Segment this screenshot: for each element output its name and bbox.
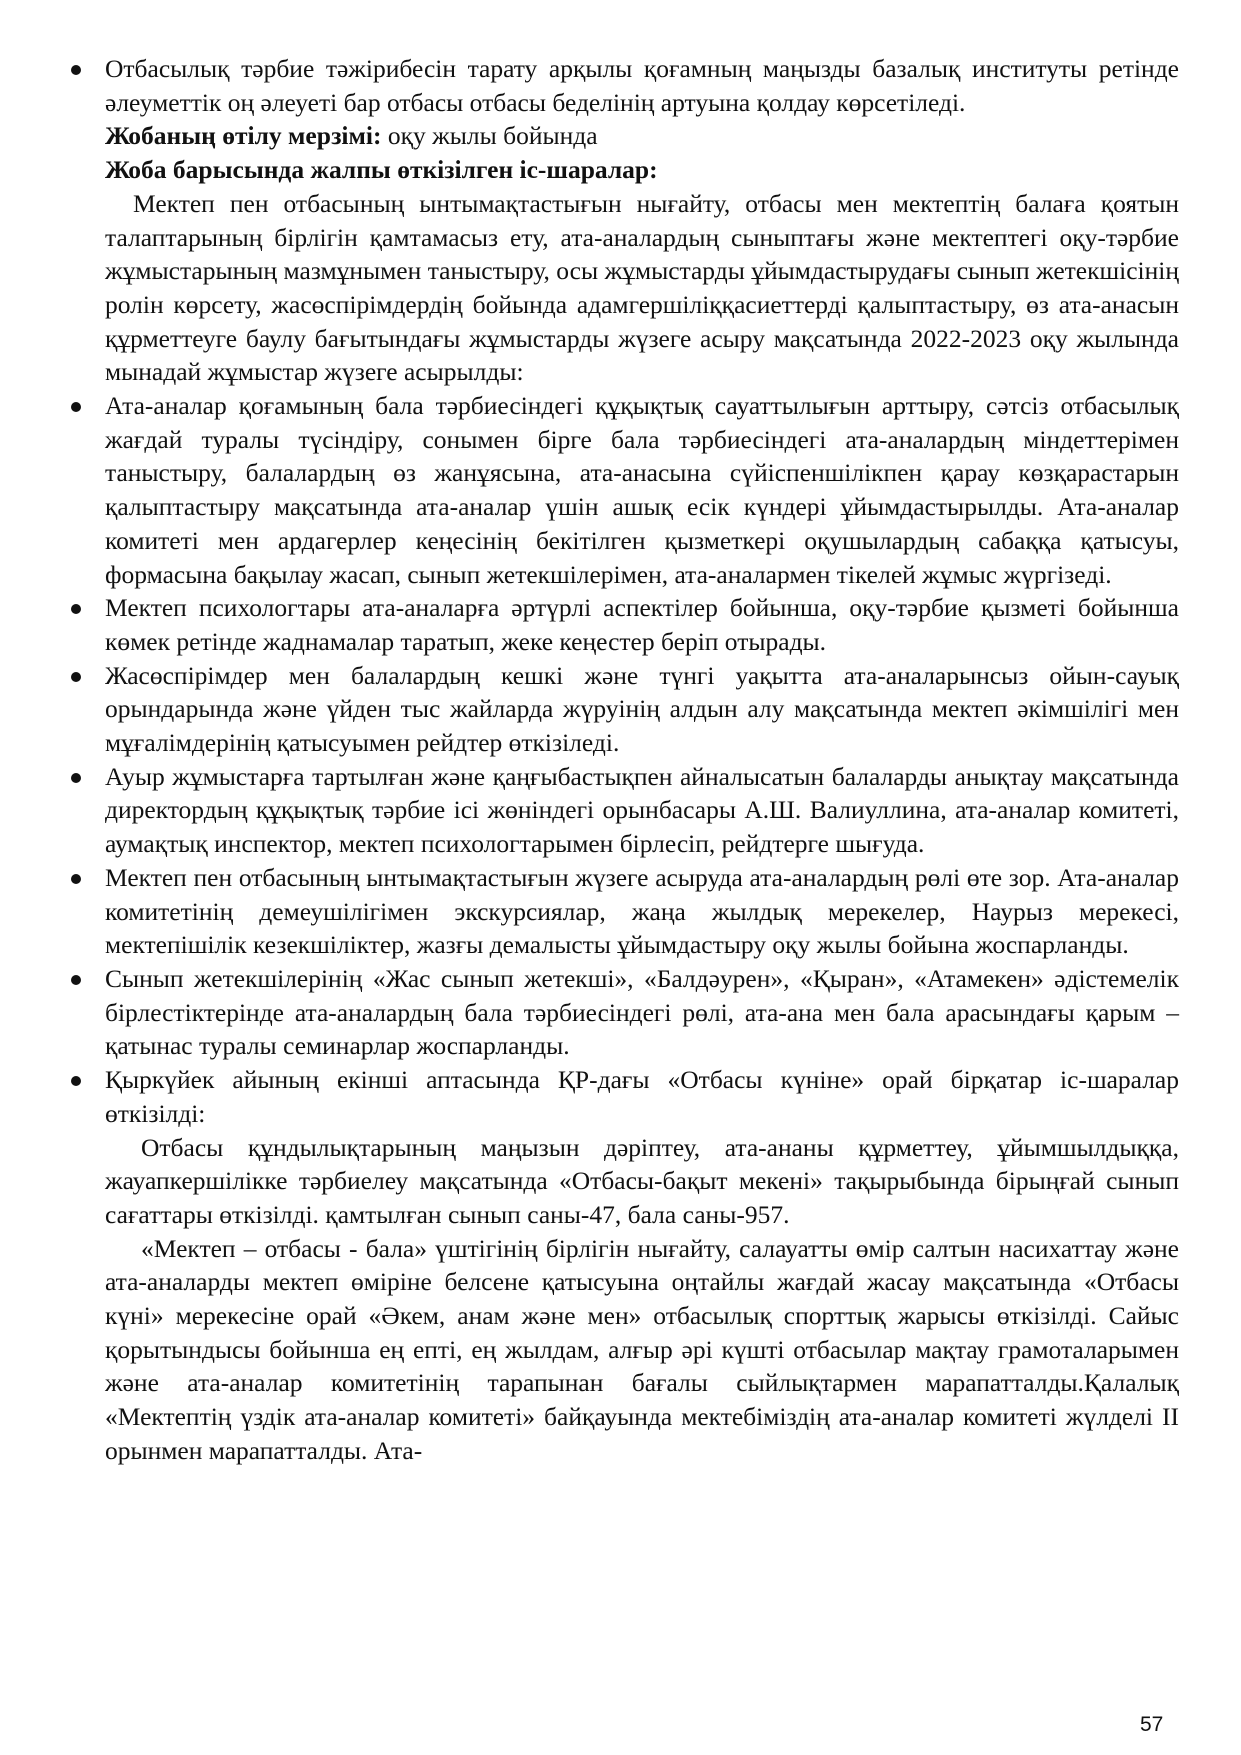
- paragraph-sport: «Мектеп – отбасы - бала» үштігінің бірлігін нығайту, салауатты өмір салтын насихаттау және ата-аналарды мектеп өміріне белсене қатысуына оңтайлы жағдай жасау мақсатында «Отбасы күні» мерекесіне орай «Әкем, анам және мен» отбасылық спорттық жарысы өткізілді. Сайыс қорытындысы бойынша ең епті, ең жылдам, алғыр әрі күшті отбасылар мақтау грамоталарымен және ата-аналар комитетінің тарапынан бағалы сыйлықтармен марапатталды.Қалалық «Мектептің үздік ата-аналар комитеті» байқауында мектебіміздің ата-аналар комитеті жүлделі ІІ орынмен марапатталды. Ата-: [105, 1233, 1179, 1465]
- bullet-item: Жасөспірімдер мен балалардың кешкі және түнгі уақытта ата-аналарынсыз ойын-сауық орындарында және үйден тыс жайларда жүруінің алдын алу мақсатында мектеп әкімшілігі мен мұғалімдерінің қатысуымен рейдтер өткізіледі.: [105, 659, 1179, 760]
- bullet-item: Ата-аналар қоғамының бала тәрбиесіндегі құқықтық сауаттылығын арттыру, сәтсіз отбасылық жағдай туралы түсіндіру, сонымен бірге бала тәрбиесіндегі ата-аналардың міндеттерімен таныстыру, балалардың өз жанұясына, ата-анасына сүйіспеншілікпен қарау көзқарастарын қалыптастыру мақсатында ата-аналар үшін ашық есік күндері ұйымдастырылды. Ата-аналар комитеті мен ардагерлер кеңесінің бекітілген қызметкері оқушылардың сабаққа қатысуы, формасына бақылау жасап, сынып жетекшілерімен, ата-аналармен тікелей жұмыс жүргізеді.: [105, 389, 1179, 591]
- bullet-item: Мектеп пен отбасының ынтымақтастығын жүзеге асыруда ата-аналардың рөлі өте зор. Ата-аналар комитетінің демеушілігімен экскурсиялар, жаңа жылдық мерекелер, Наурыз мерекесі, мектепішілік кезекшіліктер, жазғы демалысты ұйымдастыру оқу жылы бойына жоспарланды.: [105, 861, 1179, 962]
- page-number: 57: [1140, 1713, 1164, 1736]
- bullet-item: Сынып жетекшілерінің «Жас сынып жетекші», «Балдәурен», «Қыран», «Атамекен» әдістемелік бірлестіктерінде ата-аналардың бала тәрбиесіндегі рөлі, ата-ана мен бала арасындағы қарым – қатынас туралы семинарлар жоспарланды.: [105, 962, 1179, 1063]
- events-heading-text: Жоба барысында жалпы өткізілген іс-шаралар:: [105, 155, 658, 185]
- bullet-item: Ауыр жұмыстарға тартылған және қаңғыбастықпен айналысатын балаларды анықтау мақсатында директордың құқықтық тәрбие ісі жөніндегі орынбасары А.Ш. Валиуллина, ата-аналар комитеті, аумақтық инспектор, мектеп психологтарымен бірлесіп, рейдтерге шығуда.: [105, 760, 1179, 861]
- paragraph-values: Отбасы құндылықтарының маңызын дәріптеу, ата-ананы құрметтеу, ұйымшылдыққа, жауапкершілікке тәрбиелеу мақсатында «Отбасы-бақыт мекені» тақырыбында бірыңғай сынып сағаттары өткізілді. қамтылған сынып саны-47, бала саны-957.: [105, 1132, 1179, 1229]
- intro-paragraph: Мектеп пен отбасының ынтымақтастығын нығайту, отбасы мен мектептің балаға қоятын талаптарының бірлігін қамтамасыз ету, ата-аналардың сыныптағы және мектептегі оқу-тәрбие жұмыстарының мазмұнымен таныстыру, осы жұмыстарды ұйымдастырудағы сынып жетекшісінің ролін көрсету, жасөспірімдердің бойында адамгершіліққасиеттерді қалыптастыру, өз ата-анасын құрметтеуге баулу бағытындағы жұмыстарды жүзеге асыру мақсатында 2022-2023 оқу жылында мынадай жұмыстар жүзеге асырылды:: [105, 188, 1179, 387]
- duration-line: [105, 119, 1179, 153]
- duration-label: Жобаның өтілу мерзімі:: [105, 121, 382, 151]
- events-heading: [105, 153, 1179, 187]
- bullet-intro: Отбасылық тәрбие тәжірибесін тарату арқылы қоғамның маңызды базалық институты ретінде әлеуметтік оң әлеуеті бар отбасы отбасы беделінің артуына қолдау көрсетіледі.: [105, 52, 1179, 119]
- duration-value: оқу жылы бойында: [381, 121, 598, 151]
- bullet-item: Қыркүйек айының екінші аптасында ҚР-дағы «Отбасы күніне» орай бірқатар іс-шаралар өткізілді:: [105, 1063, 1179, 1130]
- bullet-item: Мектеп психологтары ата-аналарға әртүрлі аспектілер бойынша, оқу-тәрбие қызметі бойынша көмек ретінде жаднамалар таратып, жеке кеңестер беріп отырады.: [105, 591, 1179, 658]
